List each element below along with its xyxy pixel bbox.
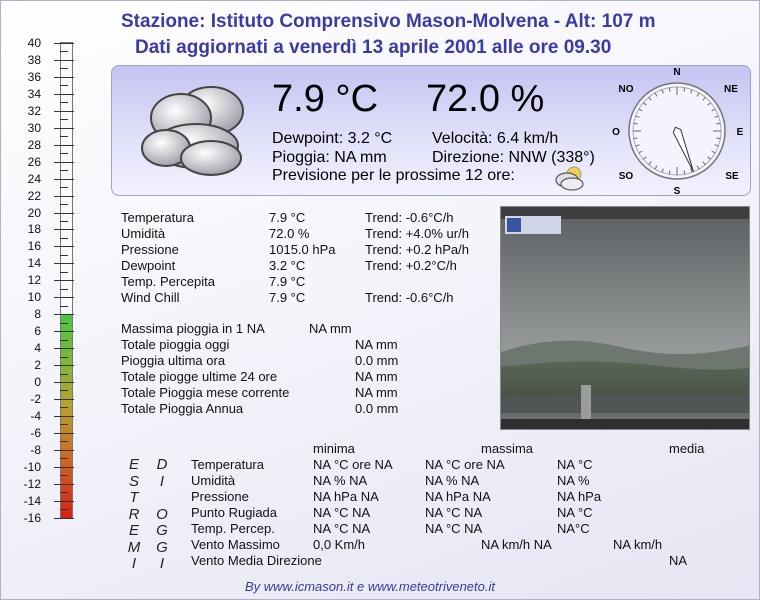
extremes-row-label: Umidità [191, 473, 236, 488]
thermometer-tick-label: 4 [34, 341, 41, 356]
extremes-row-max: NA °C ore NA [425, 457, 505, 472]
thermometer-minor-tick [60, 424, 68, 425]
thermometer-minor-tick [60, 492, 68, 493]
thermometer-major-tick [54, 484, 74, 485]
thermometer-minor-tick [60, 306, 68, 307]
compass-o: O [612, 127, 620, 138]
compass-n: N [673, 67, 681, 78]
stat-value: 7.9 °C [269, 210, 306, 225]
thermometer-minor-tick [60, 85, 68, 86]
thermometer-major-tick [54, 128, 74, 129]
thermometer-minor-tick [60, 475, 68, 476]
update-time: Dati aggiornati a venerdì 13 aprile 2001 alle ore 09.30 [135, 37, 612, 58]
rain-value: 0.0 mm [355, 353, 399, 368]
extremes-vertical-letter: T [129, 489, 139, 506]
stat-label: Dewpoint [121, 258, 176, 273]
rain-label: Totale piogge ultime 24 ore [121, 369, 278, 384]
thermometer-minor-tick [60, 238, 68, 239]
stat-value: 1015.0 hPa [269, 242, 336, 257]
rain-value: 0.0 mm [355, 401, 399, 416]
extremes-row-min: NA hPa NA [313, 489, 379, 504]
stat-trend: Trend: +4.0% ur/h [365, 226, 469, 241]
compass-tick [634, 138, 638, 139]
thermometer-tick-label: -6 [30, 425, 41, 440]
extremes-vertical-letter: I [131, 555, 137, 572]
extremes-row-label: Temperatura [191, 457, 264, 472]
extremes-row-label: Pressione [191, 489, 249, 504]
current-rain: Pioggia: NA mm [272, 149, 387, 166]
oggi-vertical-letter: G [156, 522, 168, 539]
rain-label: Totale Pioggia Annua [121, 401, 244, 416]
footer-credit: By www.icmason.it e www.meteotriveneto.it [245, 579, 495, 594]
thermometer-tick-label: 2 [34, 358, 41, 373]
extremes-row-min: NA °C NA [313, 521, 371, 536]
rain-value: NA mm [355, 385, 398, 400]
compass-tick [684, 88, 685, 92]
thermometer-tick-label: 16 [27, 239, 41, 254]
cloudy-icon [136, 76, 256, 186]
extremes-row-min: NA °C NA [313, 505, 371, 520]
compass-e: E [736, 127, 744, 138]
stat-label: Temp. Percepita [121, 274, 215, 289]
thermometer-minor-tick [60, 204, 68, 205]
compass-s: S [673, 186, 681, 197]
oggi-vertical-letter: I [159, 472, 165, 490]
thermometer-major-tick [54, 450, 74, 451]
thermometer-tick-label: -14 [23, 493, 41, 508]
thermometer-minor-tick [60, 153, 68, 154]
thermometer-tick-label: -10 [23, 459, 41, 474]
thermometer-tick-label: 10 [27, 290, 41, 305]
thermometer-major-tick [54, 348, 74, 349]
extremes-row-min: 0,0 Km/h [313, 537, 366, 552]
stat-value: 72.0 % [269, 226, 310, 241]
stat-value: 7.9 °C [269, 290, 306, 305]
oggi-vertical-letter: I [159, 555, 165, 572]
thermometer-minor-tick [60, 221, 68, 222]
extremes-row-max: NA km/h NA [481, 537, 552, 552]
stat-trend: Trend: -0.6°C/h [365, 210, 454, 225]
thermometer-tick-label: 36 [27, 69, 41, 84]
thermometer-minor-tick [60, 272, 68, 273]
oggi-vertical-letter: O [156, 505, 168, 523]
stat-label: Wind Chill [121, 290, 180, 305]
thermometer-major-tick [54, 111, 74, 112]
thermometer-minor-tick [60, 51, 68, 52]
thermometer-minor-tick [60, 289, 68, 290]
station-title: Stazione: Istituto Comprensivo Mason-Molvena - Alt: 107 m [121, 11, 656, 32]
thermometer-major-tick [54, 297, 74, 298]
thermometer-minor-tick [60, 458, 68, 459]
thermometer-tick-label: -8 [30, 442, 41, 457]
compass-tick [669, 88, 670, 92]
thermometer-major-tick [54, 331, 74, 332]
thermometer-tick-label: 20 [27, 205, 41, 220]
thermometer-tick-label: 6 [34, 324, 41, 339]
thermometer-tick-label: 22 [27, 188, 41, 203]
extremes-row-min: NA % NA [313, 473, 368, 488]
current-wind-speed: Velocità: 6.4 km/h [432, 130, 559, 147]
thermometer-minor-tick [60, 102, 68, 103]
thermometer-major-tick [54, 382, 74, 383]
compass-tick [669, 170, 670, 174]
stat-trend: Trend: +0.2 hPa/h [365, 242, 469, 257]
thermometer-minor-tick [60, 187, 68, 188]
compass-tick [716, 123, 720, 124]
thermometer-tick-label: 8 [34, 307, 41, 322]
stat-value: 3.2 °C [269, 258, 306, 273]
thermometer-major-tick [54, 365, 74, 366]
extremes-vertical-letter: M [127, 538, 141, 556]
thermometer-minor-tick [60, 407, 68, 408]
thermometer-tick-label: 30 [27, 120, 41, 135]
rain-value: NA mm [309, 321, 352, 336]
stat-trend: Trend: -0.6°C/h [365, 290, 454, 305]
extremes-vertical-letter: E [128, 522, 139, 539]
thermometer-scale [1, 1, 81, 531]
thermometer-major-tick [54, 229, 74, 230]
extremes-row-label: Temp. Percep. [191, 521, 275, 536]
stat-label: Temperatura [121, 210, 194, 225]
thermometer-minor-tick [60, 390, 68, 391]
extremes-row-label: Punto Rugiada [191, 505, 278, 520]
current-conditions-panel [111, 65, 751, 196]
thermometer-major-tick [54, 43, 74, 44]
rain-label: Totale Pioggia mese corrente [121, 385, 290, 400]
thermometer-tick-label: 40 [27, 36, 41, 50]
thermometer-major-tick [54, 501, 74, 502]
current-humidity: 72.0 % [426, 78, 545, 120]
stat-label: Pressione [121, 242, 179, 257]
extremes-row-max: NA °C NA [425, 505, 483, 520]
thermometer-major-tick [54, 94, 74, 95]
extremes-row-label: Vento Media Direzione [191, 553, 322, 568]
extremes-row-max: NA °C NA [425, 521, 483, 536]
thermometer-major-tick [54, 213, 74, 214]
thermometer-tick-label: 0 [34, 375, 41, 389]
extremes-row-avg: NA hPa [557, 489, 602, 504]
oggi-vertical-letter: D [156, 456, 168, 473]
compass-se: SE [725, 171, 739, 182]
thermometer-major-tick [54, 314, 74, 315]
thermometer-major-tick [54, 246, 74, 247]
rain-label: Totale pioggia oggi [121, 337, 230, 352]
oggi-vertical-letter: G [156, 538, 168, 556]
rain-value: NA mm [355, 369, 398, 384]
extremes-row-avg: NA °C [557, 505, 593, 520]
rain-value: NA mm [355, 337, 398, 352]
rain-label: Pioggia ultima ora [121, 353, 226, 368]
compass-tick [716, 138, 720, 139]
extremes-header-max: massima [481, 441, 534, 456]
compass-ne: NE [724, 84, 738, 95]
stat-label: Umidità [121, 226, 166, 241]
stat-value: 7.9 °C [269, 274, 306, 289]
thermometer-tick-label: 12 [27, 273, 41, 288]
compass-tick [634, 123, 638, 124]
thermometer-minor-tick [60, 509, 68, 510]
extremes-row-avg: NA °C [557, 457, 593, 472]
rain-label: Massima pioggia in 1 NA [121, 321, 265, 336]
thermometer-tick-label: 14 [27, 256, 41, 271]
thermometer-tick-label: 34 [27, 86, 41, 101]
thermometer-major-tick [54, 518, 74, 519]
wind-compass [606, 66, 752, 197]
thermometer-tick-label: 26 [27, 154, 41, 169]
extremes-row-max: NA % NA [425, 473, 480, 488]
forecast-cloud-icon [552, 164, 586, 192]
thermometer-major-tick [54, 280, 74, 281]
extremes-row-min: NA °C ore NA [313, 457, 393, 472]
thermometer-major-tick [54, 162, 74, 163]
thermometer-tick-label: -4 [30, 408, 41, 423]
compass-no: NO [618, 84, 634, 95]
thermometer-tick-label: 32 [27, 103, 41, 118]
thermometer-tick-label: 38 [27, 52, 41, 67]
extremes-vertical-letter: R [128, 505, 140, 523]
thermometer-minor-tick [60, 170, 68, 171]
extremes-vertical-letter: S [128, 472, 139, 490]
current-temperature: 7.9 °C [272, 78, 379, 120]
thermometer-minor-tick [60, 357, 68, 358]
thermometer-major-tick [54, 196, 74, 197]
thermometer-major-tick [54, 77, 74, 78]
extremes-vertical-letter: E [128, 456, 139, 473]
thermometer-major-tick [54, 433, 74, 434]
thermometer-major-tick [54, 179, 74, 180]
thermometer-minor-tick [60, 119, 68, 120]
thermometer-tick-label: 24 [27, 171, 41, 186]
extremes-row-avg: NA km/h [613, 537, 663, 552]
compass-tick [684, 170, 685, 174]
thermometer-tick-label: 18 [27, 222, 41, 237]
thermometer-tick-label: 28 [27, 137, 41, 152]
current-wind-direction: Direzione: NNW (338°) [432, 149, 595, 166]
thermometer-minor-tick [60, 374, 68, 375]
extremes-header-min: minima [313, 441, 355, 456]
extremes-row-max: NA hPa NA [425, 489, 491, 504]
compass-so: SO [618, 171, 634, 182]
thermometer-major-tick [54, 416, 74, 417]
thermometer-major-tick [54, 145, 74, 146]
forecast-label: Previsione per le prossime 12 ore: [272, 167, 515, 184]
extremes-row-avg: NA [669, 553, 688, 568]
thermometer-major-tick [54, 263, 74, 264]
thermometer-minor-tick [60, 255, 68, 256]
thermometer-minor-tick [60, 340, 68, 341]
thermometer-minor-tick [60, 441, 68, 442]
thermometer-tick-label: -2 [30, 391, 41, 406]
thermometer-major-tick [54, 399, 74, 400]
thermometer-major-tick [54, 467, 74, 468]
extremes-row-avg: NA % [557, 473, 590, 488]
thermometer-major-tick [54, 60, 74, 61]
thermometer-minor-tick [60, 323, 68, 324]
thermometer-tick-label: -12 [23, 476, 41, 491]
extremes-row-avg: NA°C [557, 521, 590, 536]
current-dewpoint: Dewpoint: 3.2 °C [272, 130, 393, 147]
thermometer-minor-tick [60, 68, 68, 69]
extremes-row-label: Vento Massimo [191, 537, 280, 552]
stat-trend: Trend: +0.2°C/h [365, 258, 457, 273]
thermometer-tick-label: -16 [23, 510, 41, 525]
webcam-image [500, 206, 750, 430]
thermometer-minor-tick [60, 136, 68, 137]
extremes-header-avg: media [669, 441, 705, 456]
